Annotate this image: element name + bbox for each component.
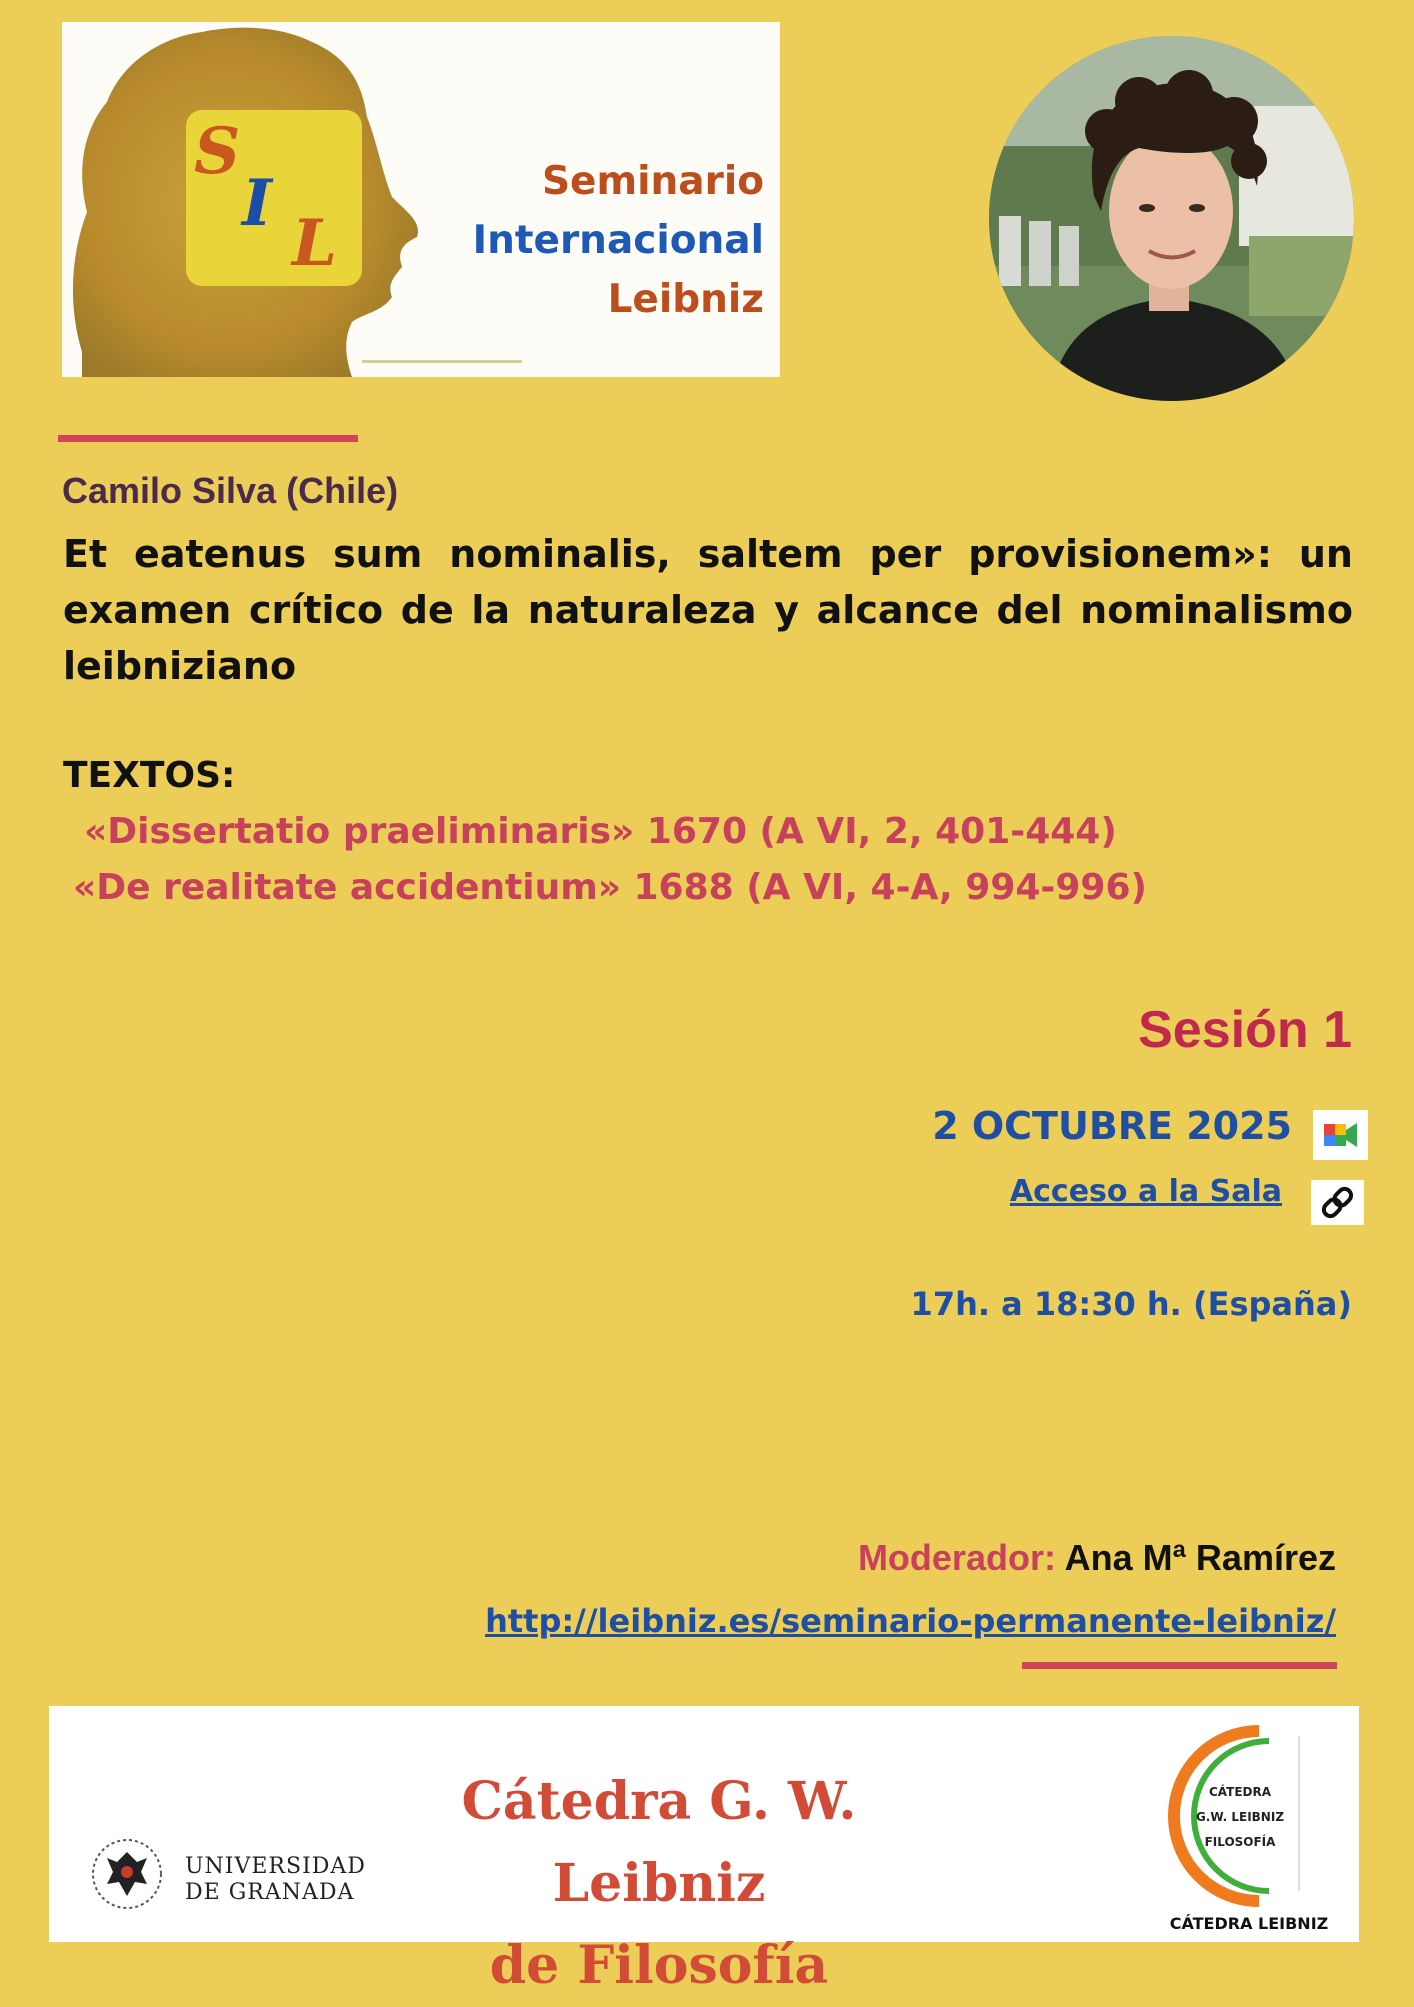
logo-letter-i: I [242, 166, 272, 241]
room-access-link[interactable]: Acceso a la Sala [1009, 1174, 1282, 1209]
catedra-title [369, 1761, 949, 2007]
event-date: 2 OCTUBRE 2025 [932, 1104, 1292, 1148]
event-time: 17h. a 18:30 h. (España) [910, 1285, 1352, 1323]
university-line: DE GRANADA [185, 1880, 355, 1905]
catedra-caption: CÁTEDRA LEIBNIZ [1169, 1914, 1329, 1933]
link-icon[interactable] [1311, 1180, 1364, 1225]
university-line: UNIVERSIDAD [185, 1854, 366, 1879]
catedra-logo-line: G.W. LEIBNIZ [1195, 1810, 1285, 1824]
logo-line-internacional: Internacional [472, 218, 764, 263]
university-crest-icon [89, 1836, 165, 1912]
session-label: Sesión 1 [1138, 1001, 1352, 1059]
moderator-label: Moderador: [857, 1537, 1056, 1578]
logo-line-seminario: Seminario [541, 159, 764, 204]
catedra-title-line: Cátedra G. W. Leibniz [461, 1771, 857, 1914]
catedra-logo-text [1165, 1780, 1315, 1855]
logo-letter-l: L [292, 206, 337, 281]
university-name [185, 1854, 366, 1906]
divider-top [58, 435, 358, 442]
speaker-photo [989, 36, 1354, 401]
portrait-illustration [989, 36, 1354, 401]
logo-text [473, 152, 764, 329]
logo-line-leibniz: Leibniz [607, 277, 764, 322]
talk-title: Et eatenus sum nominalis, saltem per provisionem»: un examen crítico de la naturaleza y alcance del nominalismo leibniziano [63, 532, 1353, 688]
catedra-title-line: de Filosofía [489, 1935, 829, 1996]
text-item: «Dissertatio praeliminaris» 1670 (A VI, 2, 401-444) [84, 811, 1117, 852]
catedra-logo-line: CÁTEDRA [1208, 1785, 1272, 1799]
footer-banner [49, 1706, 1359, 1996]
divider-bottom [1022, 1662, 1337, 1669]
text-item: «De realitate accidentium» 1688 (A VI, 4-A, 994-996) [73, 867, 1147, 908]
google-meet-icon[interactable] [1313, 1110, 1368, 1160]
catedra-logo-line: FILOSOFÍA [1204, 1835, 1276, 1849]
moderator [858, 1537, 1336, 1579]
speaker-name: Camilo Silva (Chile) [62, 470, 399, 511]
chain-glyph [1311, 1180, 1364, 1225]
seminario-logo [62, 22, 780, 377]
logo-letter-s: S [194, 114, 241, 189]
website-link[interactable]: http://leibniz.es/seminario-permanente-leibniz/ [485, 1602, 1336, 1640]
meet-glyph [1313, 1110, 1368, 1160]
texts-label: TEXTOS: [63, 755, 236, 796]
logo-decor-line [362, 360, 522, 363]
moderator-name: Ana Mª Ramírez [1064, 1537, 1336, 1578]
